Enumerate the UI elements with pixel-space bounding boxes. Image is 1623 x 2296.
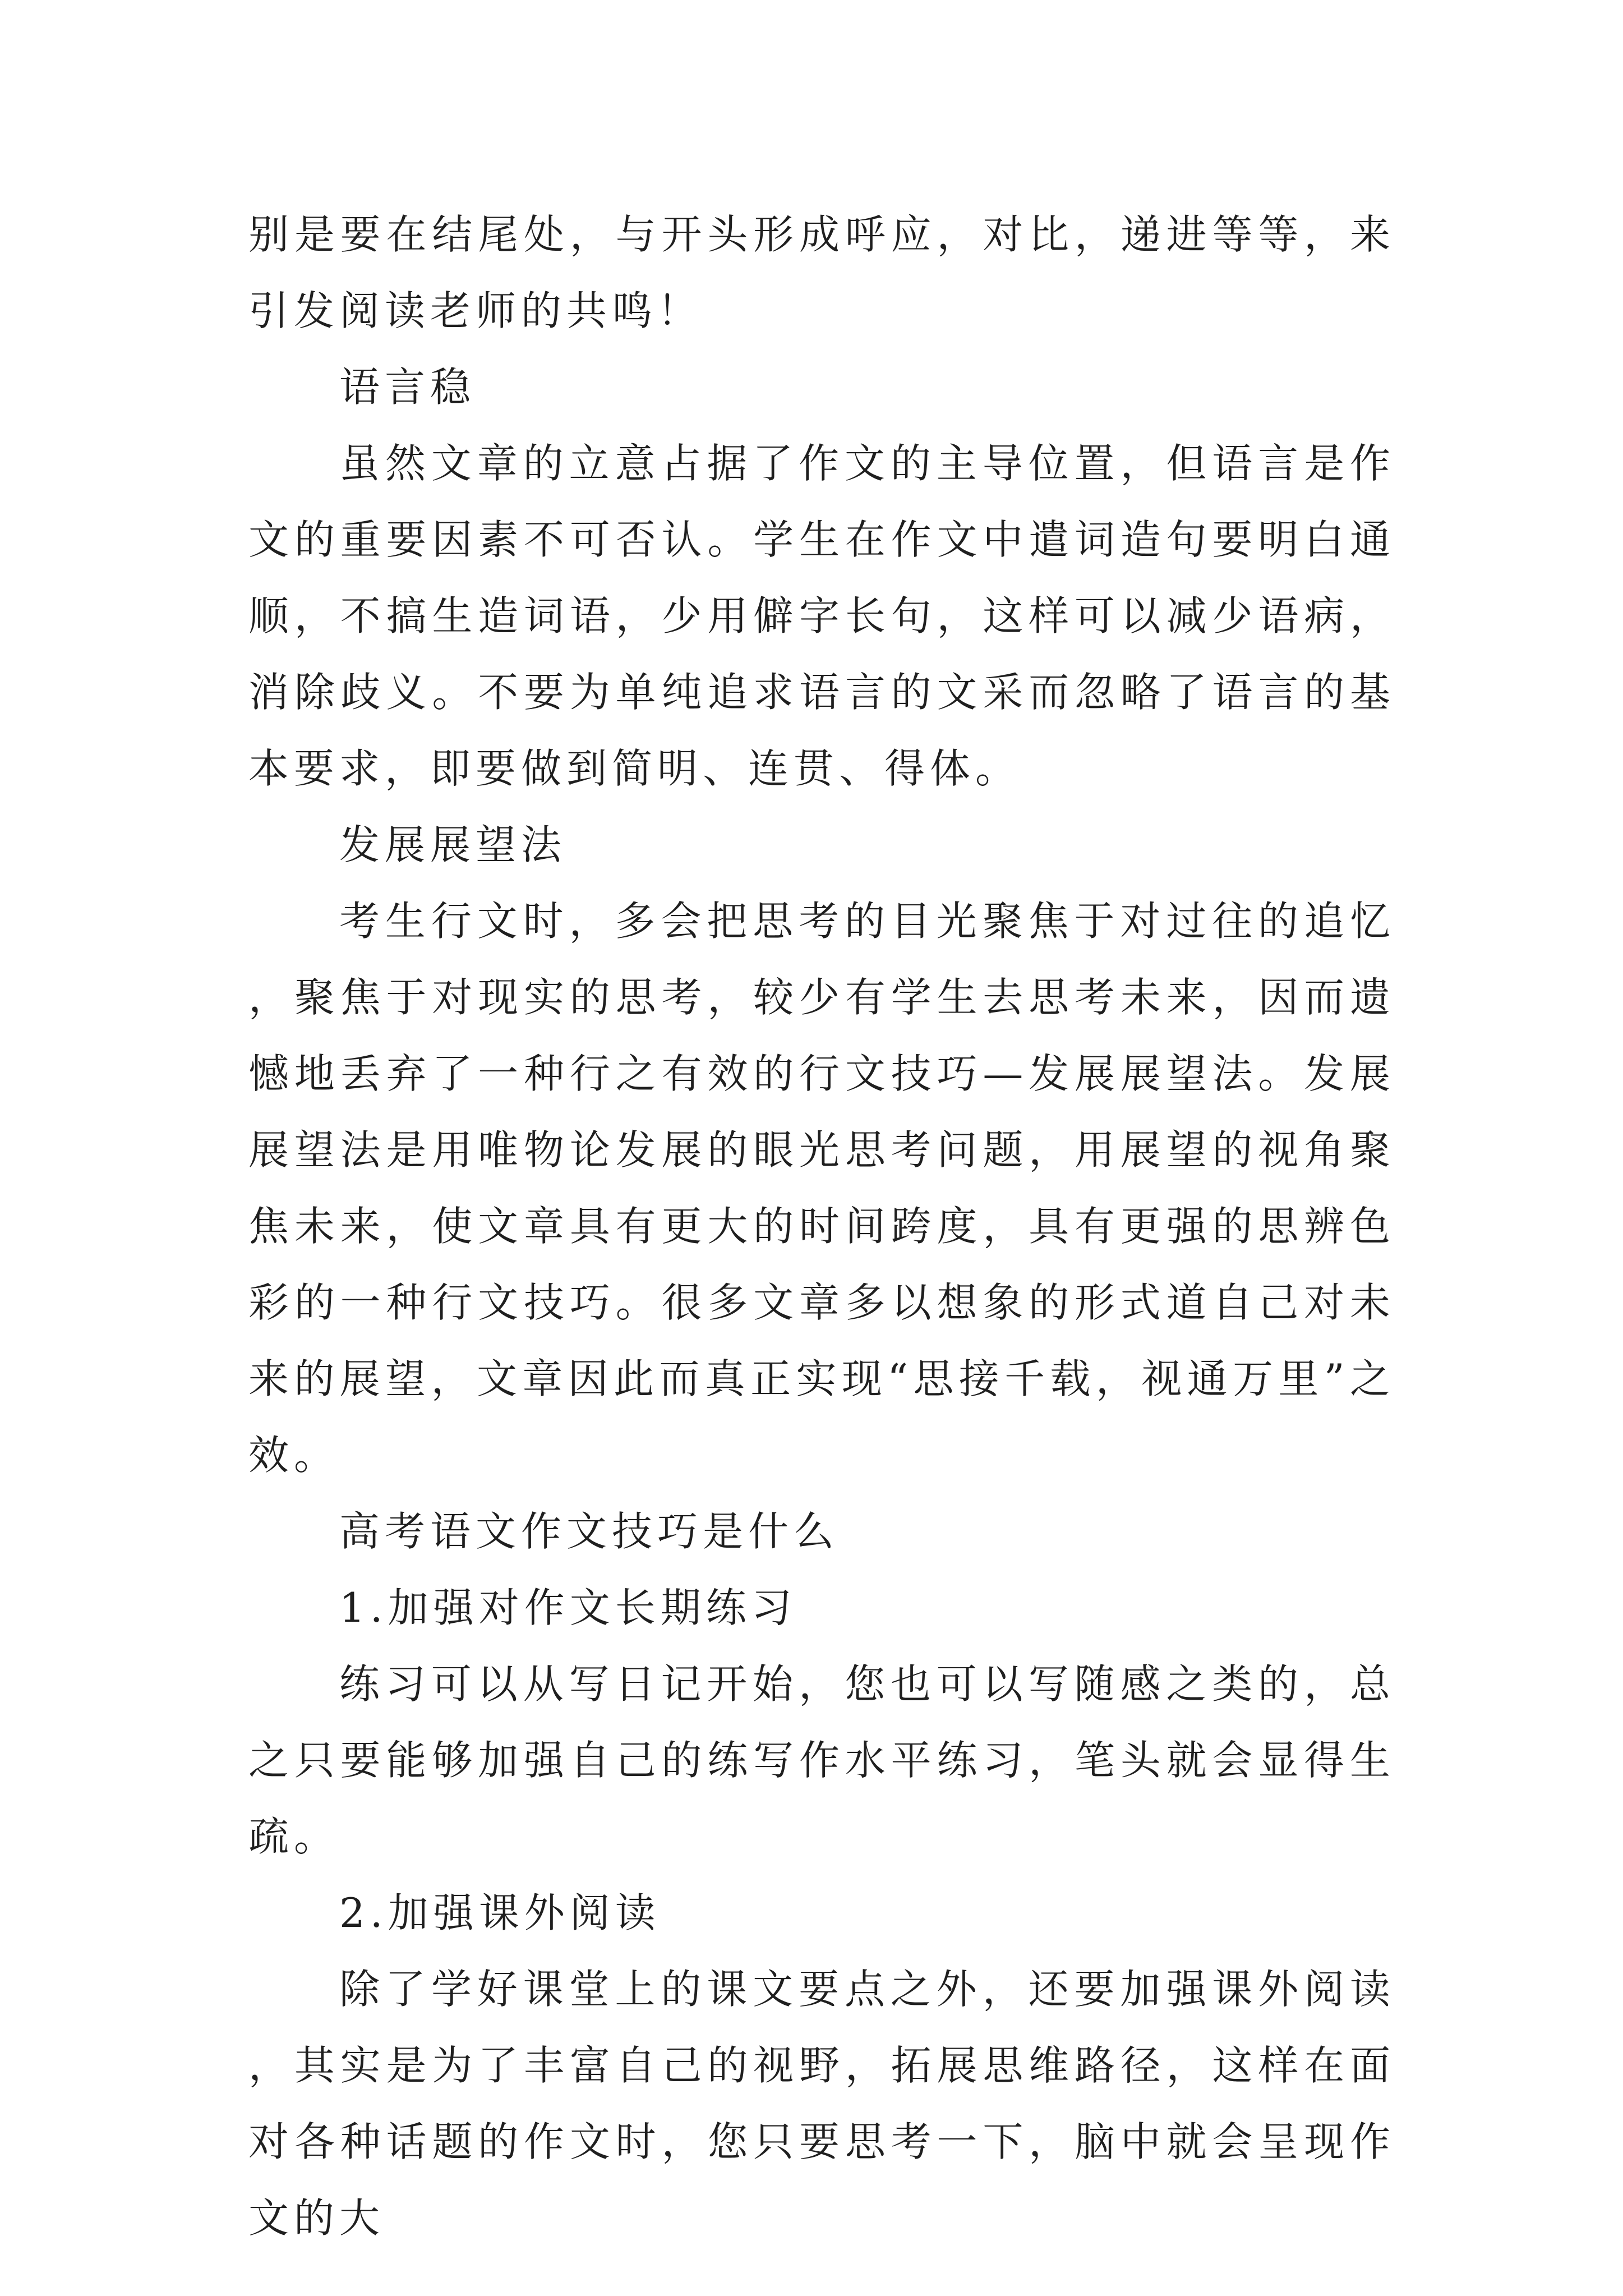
paragraph-item-2: 除了学好课堂上的课文要点之外，还要加强课外阅读，其实是为了丰富自己的视野，拓展思维路径，这样在面对各种话题的作文时，您只要思考一下，脑中就会呈现作文的大 — [248, 1966, 1395, 2242]
document-body — [248, 196, 1395, 2256]
heading-essay-techniques: 高考语文作文技巧是什么 — [339, 1508, 840, 1555]
paragraph-development-outlook: 考生行文时，多会把思考的目光聚焦于对过往的追忆，聚焦于对现实的思考，较少有学生去思考未来，因而遗憾地丢弃了一种行之有效的行文技巧—发展展望法。发展展望法是用唯物论发展的眼光思考问题，用展望的视角聚焦未来，使文章具有更大的时间跨度，具有更强的思辨色彩的一种行文技巧。很多文章多以想象的形式道自己对未来的展望，文章因此而真正实现“思接千载，视通万里”之效。 — [248, 898, 1395, 1479]
heading-item-2: 2.加强课外阅读 — [339, 1889, 661, 1936]
heading-item-1: 1.加强对作文长期练习 — [339, 1584, 797, 1631]
paragraph-item-1: 练习可以从写日记开始，您也可以写随感之类的，总之只要能够加强自己的练写作水平练习，笔头就会显得生疏。 — [248, 1660, 1395, 1860]
paragraph-language: 虽然文章的立意占据了作文的主导位置，但语言是作文的重要因素不可否认。学生在作文中遣词造句要明白通顺，不搞生造词语，少用僻字长句，这样可以减少语病，消除歧义。不要为单纯追求语言的文采而忽略了语言的基本要求，即要做到简明、连贯、得体。 — [248, 440, 1395, 792]
paragraph-continuation: 别是要在结尾处，与开头形成呼应，对比，递进等等，来引发阅读老师的共鸣！ — [248, 211, 1395, 334]
heading-language-steady: 语言稳 — [339, 364, 476, 411]
heading-development-outlook: 发展展望法 — [339, 821, 567, 868]
